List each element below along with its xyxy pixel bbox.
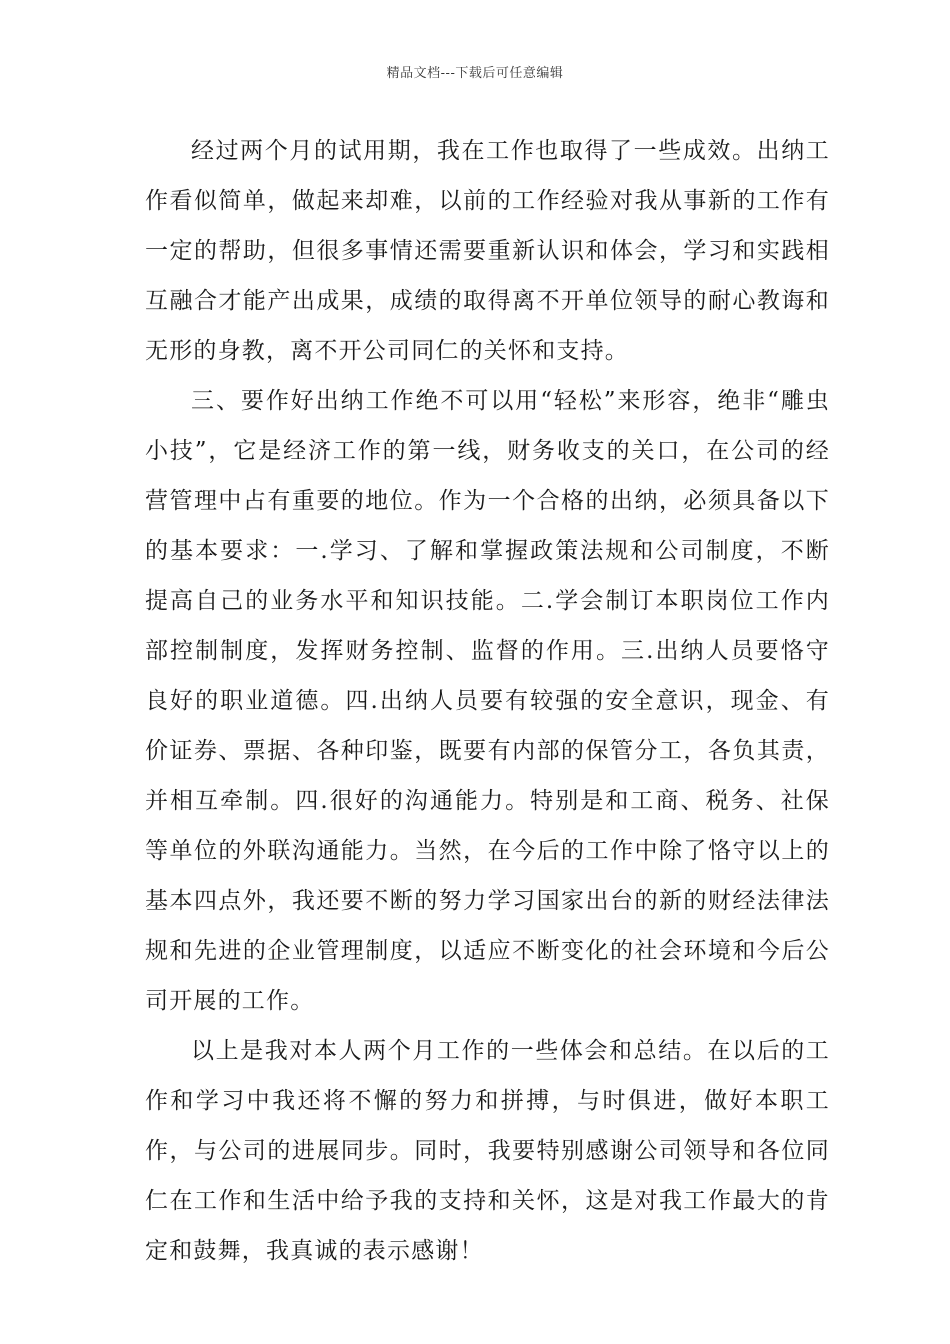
document-body bbox=[145, 126, 830, 1276]
paragraph-probation-summary: 经过两个月的试用期，我在工作也取得了一些成效。出纳工作看似简单，做起来却难，以前的工作经验对我从事新的工作有一定的帮助，但很多事情还需要重新认识和体会，学习和实践相互融合才能产出成果，成绩的取得离不开单位领导的耐心教诲和无形的身教，离不开公司同仁的关怀和支持。 bbox=[145, 138, 830, 364]
paragraph-cashier-requirements: 三、要作好出纳工作绝不可以用“轻松”来形容，绝非“雕虫小技”，它是经济工作的第一线，财务收支的关口，在公司的经营管理中占有重要的地位。作为一个合格的出纳，必须具备以下的基本要求：一.学习、了解和掌握政策法规和公司制度，不断提高自己的业务水平和知识技能。二.学会制订本职岗位工作内部控制制度，发挥财务控制、监督的作用。三.出纳人员要恪守良好的职业道德。四.出纳人员要有较强的安全意识，现金、有价证券、票据、各种印鉴，既要有内部的保管分工，各负其责，并相互牵制。四.很好的沟通能力。特别是和工商、税务、社保等单位的外联沟通能力。当然，在今后的工作中除了恪守以上的基本四点外，我还要不断的努力学习国家出台的新的财经法律法规和先进的企业管理制度，以适应不断变化的社会环境和今后公司开展的工作。 bbox=[145, 388, 830, 1014]
page-header: 精品文档---下载后可任意编辑 bbox=[386, 66, 564, 81]
paragraph-conclusion: 以上是我对本人两个月工作的一些体会和总结。在以后的工作和学习中我还将不懈的努力和拼搏，与时俱进，做好本职工作，与公司的进展同步。同时，我要特别感谢公司领导和各位同仁在工作和生活中给予我的支持和关怀，这是对我工作最大的肯定和鼓舞，我真诚的表示感谢！ bbox=[145, 1038, 830, 1264]
